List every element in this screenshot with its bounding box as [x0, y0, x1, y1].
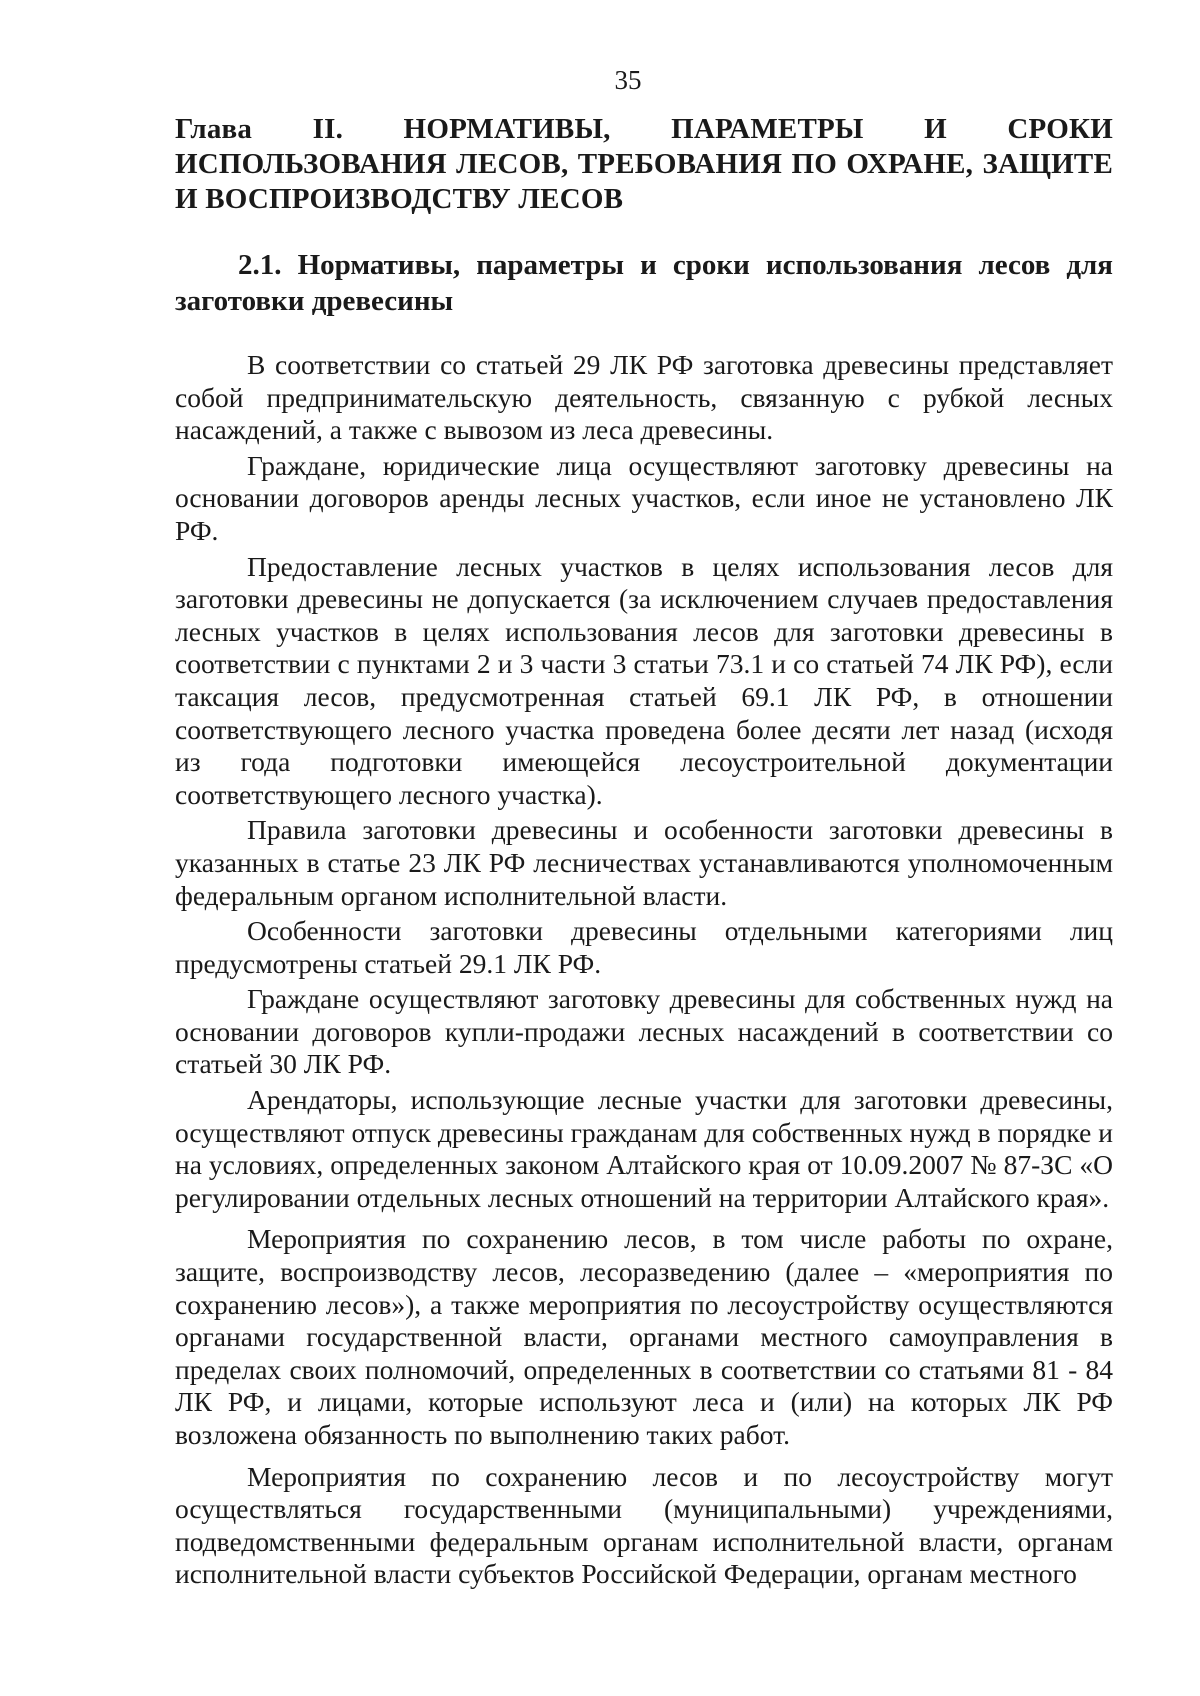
paragraph: Предоставление лесных участков в целях использования лесов для заготовки древесины не допускается (за исключением случаев предоставления лесных участков в целях использования лесов для заготовки древесины в соответствии с пунктами 2 и 3 части 3 статьи 73.1 и со статьей 74 ЛК РФ), если таксация лесов, предусмотренная статьей 69.1 ЛК РФ, в отношении соответствующего лесного участка проведена более десяти лет назад (исходя из года подготовки имеющейся лесоустроительной документации соответствующего лесного участка).	[175, 550, 1113, 810]
paragraph: Арендаторы, использующие лесные участки для заготовки древесины, осуществляют отпуск древесины гражданам для собственных нужд в порядке и на условиях, определенных законом Алтайского края от 10.09.2007 № 87-ЗС «О регулировании отдельных лесных отношений на территории Алтайского края».	[175, 1084, 1113, 1213]
body-text	[175, 349, 1113, 1591]
section-title: 2.1. Нормативы, параметры и сроки использования лесов для заготовки древесины	[175, 249, 1113, 317]
paragraph: Граждане, юридические лица осуществляют заготовку древесины на основании договоров аренды лесных участков, если иное не установлено ЛК РФ.	[175, 449, 1113, 546]
chapter-title: Глава II. НОРМАТИВЫ, ПАРАМЕТРЫ И СРОКИ ИСПОЛЬЗОВАНИЯ ЛЕСОВ, ТРЕБОВАНИЯ ПО ОХРАНЕ, ЗАЩИТЕ И ВОСПРОИЗВОДСТВУ ЛЕСОВ	[175, 113, 1113, 215]
paragraph: В соответствии со статьей 29 ЛК РФ заготовка древесины представляет собой предпринимательскую деятельность, связанную с рубкой лесных насаждений, а также с вывозом из леса древесины.	[175, 349, 1113, 446]
paragraph: Мероприятия по сохранению лесов и по лесоустройству могут осуществляться государственными (муниципальными) учреждениями, подведомственными федеральным органам исполнительной власти, органам исполнительной власти субъектов Российской Федерации, органам местного	[175, 1460, 1113, 1590]
page-content	[175, 112, 1113, 1591]
paragraph: Мероприятия по сохранению лесов, в том числе работы по охране, защите, воспроизводству лесов, лесоразведению (далее – «мероприятия по сохранению лесов»), а также мероприятия по лесоустройству осуществляются органами государственной власти, органами местного самоуправления в пределах своих полномочий, определенных в соответствии со статьями 81 - 84 ЛК РФ, и лицами, которые используют леса и (или) на которых ЛК РФ возложена обязанность по выполнению таких работ.	[175, 1223, 1113, 1450]
paragraph: Правила заготовки древесины и особенности заготовки древесины в указанных в статье 23 ЛК РФ лесничествах устанавливаются уполномоченным федеральным органом исполнительной власти.	[175, 814, 1113, 911]
page-number: 35	[614, 65, 642, 95]
paragraph: Особенности заготовки древесины отдельными категориями лиц предусмотрены статьей 29.1 ЛК РФ.	[175, 915, 1113, 979]
paragraph: Граждане осуществляют заготовку древесины для собственных нужд на основании договоров купли-продажи лесных насаждений в соответствии со статьей 30 ЛК РФ.	[175, 983, 1113, 1080]
